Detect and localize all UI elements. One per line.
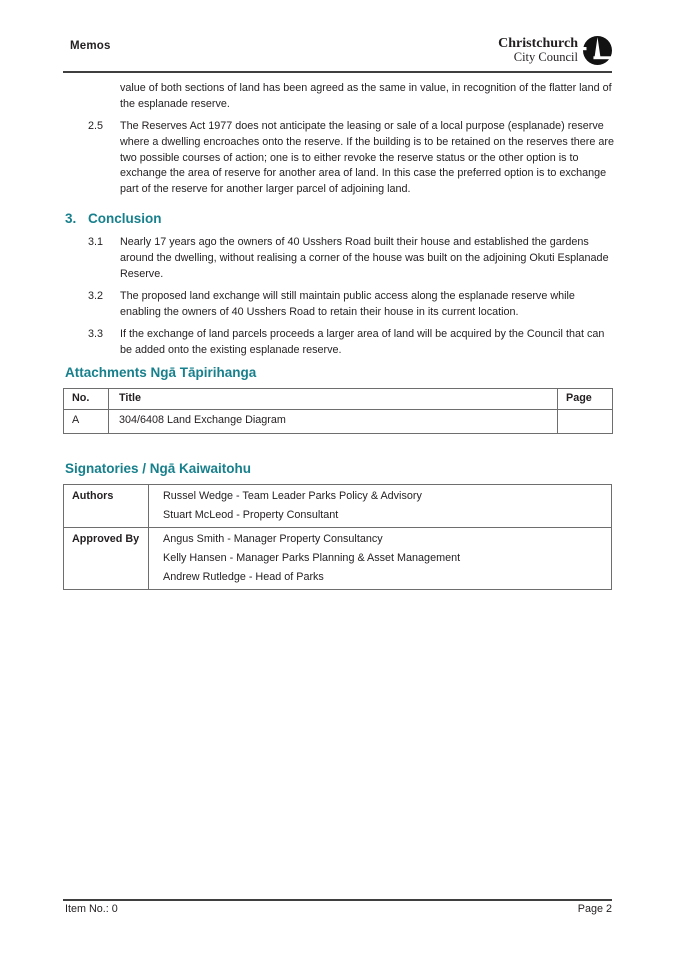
attachment-page xyxy=(558,410,613,434)
logo-line1: Christchurch xyxy=(498,36,578,52)
attachments-heading: Attachments Ngā Tāpirihanga xyxy=(65,365,257,380)
list-item-3-3 xyxy=(88,327,614,359)
item-text: If the exchange of land parcels proceeds a larger area of land will be acquired by the Council that can be added onto the existing esplanade reserve. xyxy=(120,328,605,356)
signatory-name: Stuart McLeod - Property Consultant xyxy=(163,509,339,521)
attachment-no: A xyxy=(64,410,109,434)
header-divider xyxy=(63,71,612,73)
list-item-2-5 xyxy=(88,119,614,198)
section-number: 3. xyxy=(65,211,77,226)
signatories-names xyxy=(149,485,612,528)
council-crest-icon xyxy=(583,36,612,65)
logo-line2: City Council xyxy=(513,50,578,65)
footer-divider xyxy=(63,899,612,901)
item-number: 3.2 xyxy=(88,290,104,302)
attachments-table xyxy=(63,388,613,434)
attachment-title: 304/6408 Land Exchange Diagram xyxy=(109,410,558,434)
list-item-3-1 xyxy=(88,235,614,282)
attachments-header-row xyxy=(64,389,613,410)
item-text: The proposed land exchange will still maintain public access along the esplanade reserve while enabling the owners of 40 Usshers Road to retain their house in its current location. xyxy=(120,290,575,318)
signatory-name: Andrew Rutledge - Head of Parks xyxy=(163,571,324,583)
signatories-label: Authors xyxy=(64,485,149,528)
section-heading-conclusion xyxy=(65,211,162,226)
signatories-names xyxy=(149,528,612,590)
column-header-page: Page xyxy=(558,389,613,410)
item-number: 3.3 xyxy=(88,328,104,340)
page-header-title: Memos xyxy=(70,40,111,52)
footer-page-number: Page 2 xyxy=(577,903,612,915)
item-number: 3.1 xyxy=(88,236,104,248)
attachment-row xyxy=(64,410,613,434)
list-item-3-2 xyxy=(88,289,614,321)
signatory-name: Kelly Hansen - Manager Parks Planning & Asset Management xyxy=(163,552,461,564)
paragraph-continuation: value of both sections of land has been agreed as the same in value, in recognition of the flatter land of the esplanade reserve. xyxy=(120,82,612,110)
column-header-no: No. xyxy=(64,389,109,410)
signatory-name: Angus Smith - Manager Property Consultancy xyxy=(163,533,383,545)
signatories-row-approved-by xyxy=(64,528,612,590)
signatories-heading: Signatories / Ngā Kaiwaitohu xyxy=(65,461,252,476)
section-title: Conclusion xyxy=(88,211,162,226)
signatories-label: Approved By xyxy=(64,528,149,590)
item-text: The Reserves Act 1977 does not anticipate the leasing or sale of a local purpose (esplanade) reserve where a dwelling encroaches onto the reserve. If the building is to be retained on the reserves there are two possible courses of action; one is to either revoke the reserve status or the other option is to exchange the area of reserve for another area of land. In this case the preferred option is to exchange part of the reserve for another larger parcel of adjoining land. xyxy=(120,120,614,196)
item-text: Nearly 17 years ago the owners of 40 Usshers Road built their house and established the gardens around the dwelling, without realising a corner of the house was built on the adjoining Okuti Esplanade Reserve. xyxy=(120,236,609,280)
item-number: 2.5 xyxy=(88,120,104,132)
column-header-title: Title xyxy=(109,389,558,410)
signatories-table xyxy=(63,484,612,590)
christchurch-city-council-logo xyxy=(498,36,612,65)
signatory-name: Russel Wedge - Team Leader Parks Policy & Advisory xyxy=(163,490,422,502)
footer-item-no: Item No.: 0 xyxy=(65,903,118,915)
signatories-row-authors xyxy=(64,485,612,528)
logo-wordmark xyxy=(498,36,578,65)
